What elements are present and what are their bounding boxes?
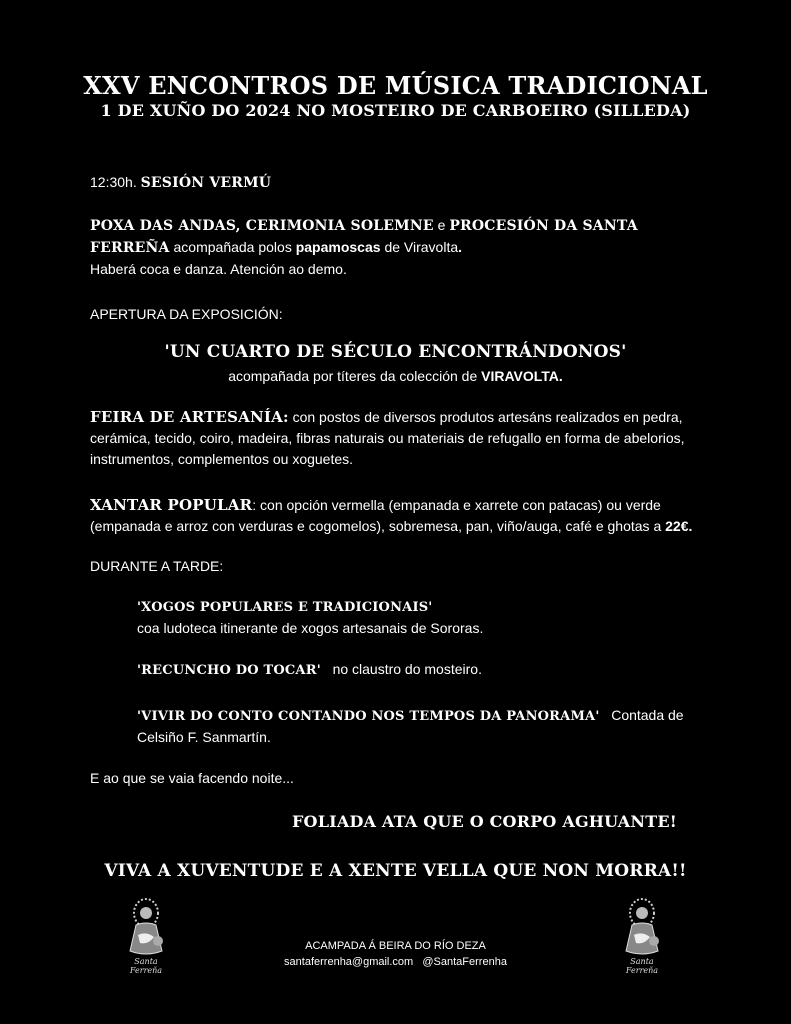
footer-email: santaferrenha@gmail.com	[284, 956, 414, 968]
poxa-text: acompañada polos	[173, 239, 292, 255]
xantar-text: : con opción vermella (empanada e xarrete con patacas) ou verde (empanada e arroz con verduras e cogomelos), sobremesa, pan, viño/auga, café e ghotas a	[90, 497, 662, 534]
xogos-text: coa ludoteca itinerante de xogos artesanais de Sororas.	[137, 620, 484, 636]
saint-figure-icon	[118, 895, 174, 959]
poxa-paragraph: POXA DAS ANDAS, CERIMONIA SOLEMNE e PROCESIÓN DA SANTA FERREÑA acompañada polos papamoscas de Viravolta. Haberá coca e danza. Atención ao demo.	[90, 217, 638, 277]
poster-title: XXV ENCONTROS DE MÚSICA TRADICIONAL	[83, 71, 708, 100]
papamoscas: papamoscas	[295, 239, 381, 255]
vivir-item	[137, 705, 697, 748]
emblem-caption-right: Santa Ferreña	[625, 957, 659, 975]
saint-figure-icon	[614, 895, 670, 959]
vivir-text: Contada de Celsiño F. Sanmartín.	[137, 707, 684, 745]
xantar-paragraph	[90, 495, 710, 537]
vermu-label: SESIÓN VERMÚ	[140, 175, 272, 191]
vermu-time: 12:30h.	[90, 174, 137, 190]
feira-label: FEIRA DE ARTESANÍA:	[90, 408, 289, 426]
vermu-line	[90, 172, 271, 193]
xogos-title: 'XOGOS POPULARES E TRADICIONAIS'	[137, 600, 433, 615]
poxa-viravolta: de Viravolta	[384, 239, 459, 255]
santa-ferrena-emblem-right	[614, 895, 670, 975]
footer-handle: @SantaFerrenha	[422, 956, 507, 968]
viva-line: VIVA A XUVENTUDE E A XENTE VELLA QUE NON MORRA!!	[104, 861, 687, 881]
exposicion-subtitle	[0, 366, 791, 387]
emblem-caption-left: Santa Ferreña	[129, 957, 163, 975]
apertura-heading: APERTURA DA EXPOSICIÓN:	[90, 306, 283, 322]
exposicion-viravolta: VIRAVOLTA.	[481, 368, 563, 384]
vivir-title: 'VIVIR DO CONTO CONTANDO NOS TEMPOS DA PANORAMA'	[137, 709, 600, 724]
foliada-line: FOLIADA ATA QUE O CORPO AGHUANTE!	[292, 812, 677, 831]
poster-subtitle: 1 DE XUÑO DO 2024 NO MOSTEIRO DE CARBOEIRO (SILLEDA)	[100, 101, 691, 120]
recuncho-title: 'RECUNCHO DO TOCAR'	[137, 663, 321, 678]
poxa-coca: Haberá coca e danza. Atención ao demo.	[90, 261, 347, 277]
exposicion-title: 'UN CUARTO DE SÉCULO ENCONTRÁNDONOS'	[164, 342, 627, 362]
procesion-title: PROCESIÓN DA SANTA FERREÑA	[90, 218, 638, 256]
exposicion-sub-text: acompañada por títeres da colección de	[228, 368, 478, 384]
poxa-and: e	[437, 217, 446, 233]
poxa-title: POXA DAS ANDAS, CERIMONIA SOLEMNE	[90, 218, 434, 234]
xogos-item	[137, 597, 697, 639]
feira-text: con postos de diversos produtos artesáns realizados en pedra, cerámica, tecido, coiro, madeira, fibras naturais ou materiais de refugallo en forma de abelorios, instrumentos, complementos ou xoguetes.	[90, 409, 685, 467]
xantar-label: XANTAR POPULAR	[90, 496, 253, 514]
recuncho-item	[137, 659, 697, 681]
tarde-heading: DURANTE A TARDE:	[90, 558, 224, 574]
recuncho-text: no claustro do mosteiro.	[332, 661, 482, 677]
santa-ferrena-emblem-left	[118, 895, 174, 975]
footer-acampada: ACAMPADA Á BEIRA DO RÍO DEZA	[305, 940, 486, 952]
feira-paragraph	[90, 407, 690, 470]
xantar-price: 22€.	[665, 518, 693, 534]
noite-line: E ao que se vaia facendo noite...	[90, 770, 294, 786]
